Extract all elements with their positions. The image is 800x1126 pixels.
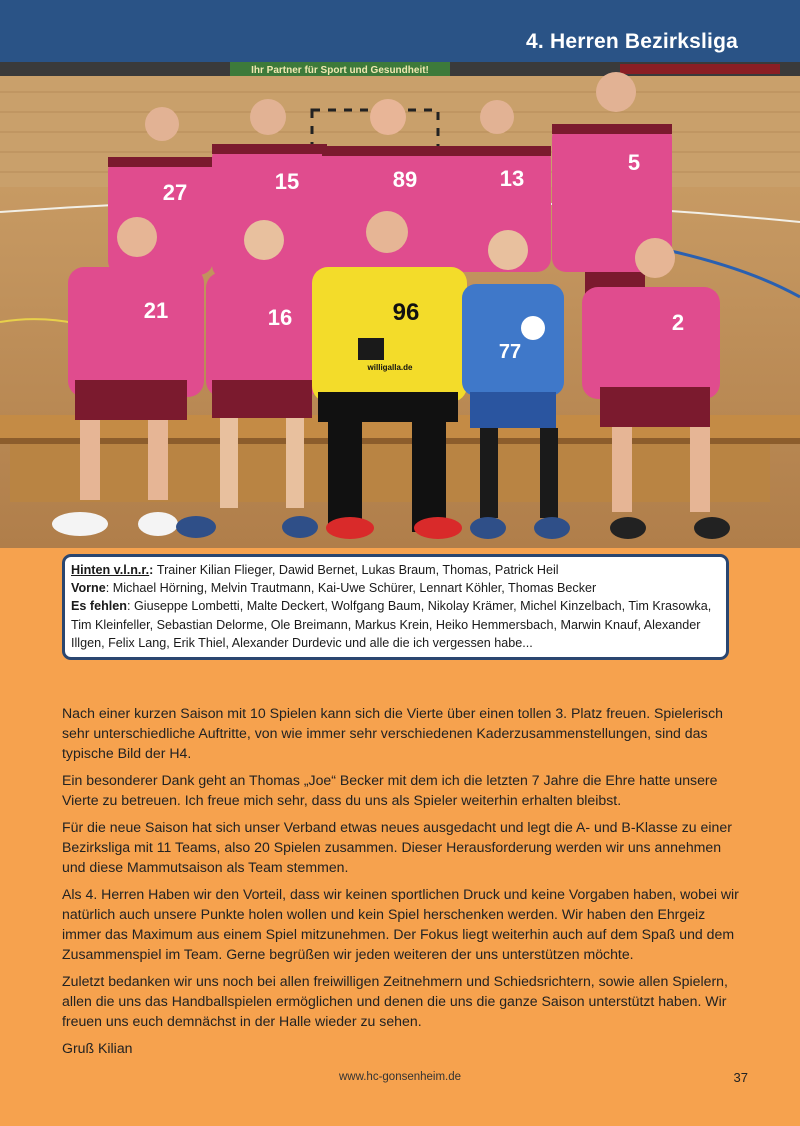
page-header bbox=[0, 0, 800, 62]
footer-url: www.hc-gonsenheim.de bbox=[338, 1071, 462, 1083]
caption-missing bbox=[71, 597, 720, 652]
caption-front-row-label: Vorne bbox=[71, 581, 106, 596]
caption-back-row-separator: : bbox=[149, 563, 157, 577]
jersey-number: 21 bbox=[143, 298, 169, 323]
page-number: 37 bbox=[733, 1070, 748, 1085]
jersey-number: 16 bbox=[267, 305, 293, 330]
jersey-number: 2 bbox=[671, 310, 685, 335]
jersey-number: 96 bbox=[392, 299, 420, 326]
jersey-number: 27 bbox=[162, 180, 188, 205]
jersey-sponsor-text: willigalla.de bbox=[367, 363, 413, 372]
hall-banner-text: Ihr Partner für Sport und Gesundheit! bbox=[251, 65, 429, 76]
jersey-number: 13 bbox=[499, 166, 525, 191]
article-signoff: Gruß Kilian bbox=[62, 1040, 133, 1056]
caption-back-row bbox=[71, 561, 720, 579]
article-paragraph: Zuletzt bedanken wir uns noch bei allen freiwilligen Zeitnehmern und Schiedsrichtern, sowie allen Spielern, allen die uns das Handballspielen ermöglichen und denen die uns die ganze Saison unterstützt haben. Wir freuen uns euch demnächst in der Halle wieder zu sehen. bbox=[62, 973, 728, 1029]
team-photo bbox=[0, 62, 800, 548]
article-paragraph: Nach einer kurzen Saison mit 10 Spielen kann sich die Vierte über einen tollen 3. Platz freuen. Spielerisch sehr unterschiedliche Auftritte, von wie immer sehr verschiedenen Kaderzusammenstellungen, sind das typische Bild der H4. bbox=[62, 705, 723, 761]
caption-missing-names: : Giuseppe Lombetti, Malte Deckert, Wolfgang Baum, Nikolay Krämer, Michel Kinzelbach, Tim Krasowka, Tim Kleinfeller, Sebastian Delorme, Ole Breimann, Markus Krein, Heiko Hemmersbach, Marwin Knauf, Alexander Illgen, Felix Lang, Erik Thiel, Alexander Durdevic und alle die ich vergessen habe... bbox=[71, 599, 712, 650]
jersey-number: 5 bbox=[627, 150, 641, 175]
caption-back-row-names: Trainer Kilian Flieger, Dawid Bernet, Lukas Braum, Thomas, Patrick Heil bbox=[156, 563, 559, 577]
page-title: 4. Herren Bezirksliga bbox=[526, 30, 738, 53]
jersey-number: 15 bbox=[274, 169, 300, 194]
jersey-number: 89 bbox=[392, 167, 418, 192]
caption-missing-label: Es fehlen bbox=[71, 599, 127, 614]
caption-back-row-label: Hinten v.l.n.r. bbox=[71, 563, 150, 577]
caption-front-row bbox=[71, 579, 720, 597]
article-paragraph: Ein besonderer Dank geht an Thomas „Joe“ Becker mit dem ich die letzten 7 Jahre die Ehre hatte unsere Vierte zu betreuen. Ich freue mich sehr, dass du uns als Spieler weiterhin erhalten bleibst. bbox=[62, 772, 718, 808]
caption-front-row-names: : Michael Hörning, Melvin Trautmann, Kai-Uwe Schürer, Lennart Köhler, Thomas Becker bbox=[105, 581, 597, 596]
jersey-number: 77 bbox=[498, 341, 522, 363]
team-photo-illustration bbox=[0, 62, 800, 548]
article-body bbox=[62, 703, 742, 1065]
article-paragraph: Als 4. Herren Haben wir den Vorteil, dass wir keinen sportlichen Druck und keine Vorgaben haben, wobei wir natürlich auch unsere Punkte holen wollen und kein Spiel herschenken werden. Wir haben den Ehrgeiz immer das Maximum aus einem Spiel mitzunehmen. Der Fokus liegt weiterhin auch auf dem Spaß und dem Zusammenspiel im Team. Gerne begrüßen wir jeden weiteren der uns unterstützen möchte. bbox=[62, 886, 739, 962]
photo-caption-box bbox=[62, 554, 729, 660]
article-paragraph: Für die neue Saison hat sich unser Verband etwas neues ausgedacht und legt die A- und B-Klasse zu einer Bezirksliga mit 11 Teams, also 20 Spielen zusammen. Dieser Herausforderung werden wir uns annehmen und diese Mammutsaison als Team stemmen. bbox=[62, 819, 732, 875]
